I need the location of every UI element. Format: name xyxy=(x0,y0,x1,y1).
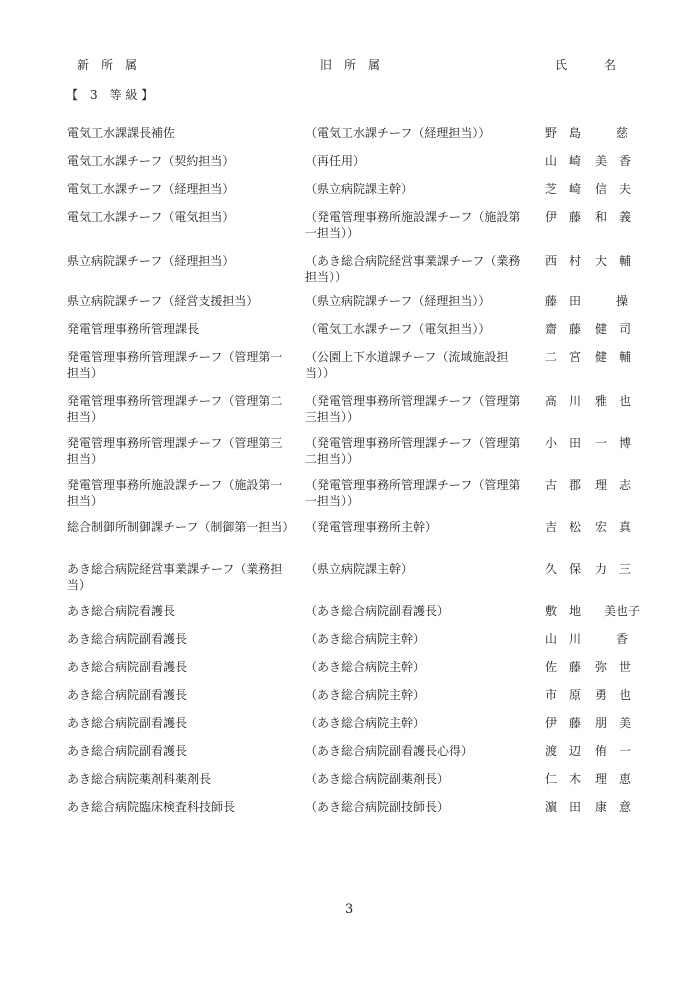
family-name: 小田 xyxy=(545,436,594,450)
family-name: 西村 xyxy=(545,254,594,268)
family-name: 野島 xyxy=(545,126,594,140)
header-name-label-1: 氏 xyxy=(555,58,568,72)
old-affiliation: （あき総合病院主幹） xyxy=(305,660,426,674)
given-name: 朋美 xyxy=(595,716,644,730)
given-name: 弥世 xyxy=(595,660,644,674)
family-name: 山崎 xyxy=(545,154,594,168)
family-name: 山川 xyxy=(545,632,594,646)
new-affiliation: あき総合病院副看護長 xyxy=(67,744,188,758)
new-affiliation: あき総合病院臨床検査科技師長 xyxy=(67,800,236,814)
family-name: 芝崎 xyxy=(545,182,594,196)
new-affiliation: あき総合病院副看護長 xyxy=(67,632,188,646)
new-affiliation: あき総合病院副看護長 xyxy=(67,660,188,674)
family-name: 吉松 xyxy=(545,520,594,534)
new-affiliation: 発電管理事務所管理課チーフ（管理第二担当） xyxy=(67,394,283,424)
given-name: 和義 xyxy=(595,210,644,224)
given-name: 美也子 xyxy=(603,604,640,618)
old-affiliation: （再任用） xyxy=(305,154,366,168)
page-number: 3 xyxy=(345,902,354,917)
new-affiliation: 電気工水課課長補佐 xyxy=(67,126,176,140)
family-name: 久保 xyxy=(545,562,594,576)
old-affiliation: （公園上下水道課チーフ（流域施設担当）） xyxy=(305,350,509,380)
header-new-affiliation: 新 所 属 xyxy=(77,58,138,72)
old-affiliation: （発電管理事務所管理課チーフ（管理第三担当）） xyxy=(305,394,521,424)
given-name: 美香 xyxy=(595,154,644,168)
old-affiliation: （発電管理事務所管理課チーフ（管理第一担当）） xyxy=(305,478,521,508)
given-name: 宏真 xyxy=(595,520,644,534)
family-name: 二宮 xyxy=(545,350,594,364)
new-affiliation: あき総合病院薬剤科薬剤長 xyxy=(67,772,212,786)
given-name: 康意 xyxy=(595,800,644,814)
new-affiliation: 発電管理事務所管理課長 xyxy=(67,322,200,336)
old-affiliation: （電気工水課チーフ（電気担当）） xyxy=(305,322,491,336)
family-name: 仁木 xyxy=(545,772,594,786)
new-affiliation: 電気工水課チーフ（契約担当） xyxy=(67,154,235,168)
given-name: 一博 xyxy=(595,436,644,450)
old-affiliation: （あき総合病院主幹） xyxy=(305,632,426,646)
old-affiliation: （あき総合病院副薬剤長） xyxy=(305,772,450,786)
old-affiliation: （発電管理事務所管理課チーフ（管理第二担当）） xyxy=(305,436,521,466)
family-name: 藤田 xyxy=(545,294,594,308)
header-name-label-2: 名 xyxy=(604,58,617,72)
old-affiliation: （県立病院課主幹） xyxy=(305,562,414,576)
old-affiliation: （あき総合病院経営事業課チーフ（業務担当）） xyxy=(305,254,521,284)
given-name: 理志 xyxy=(595,478,644,492)
new-affiliation: 総合制御所制御課チーフ（制御第一担当） xyxy=(67,520,295,534)
given-name: 雅也 xyxy=(595,394,644,408)
family-name: 伊藤 xyxy=(545,716,594,730)
new-affiliation: あき総合病院副看護長 xyxy=(67,688,188,702)
new-affiliation: 発電管理事務所管理課チーフ（管理第一担当） xyxy=(67,350,283,380)
new-affiliation: あき総合病院経営事業課チーフ（業務担当） xyxy=(67,562,283,592)
new-affiliation: 県立病院課チーフ（経営支援担当） xyxy=(67,294,259,308)
family-name: 佐藤 xyxy=(545,660,594,674)
family-name: 敷地 xyxy=(545,604,594,618)
family-name: 古郡 xyxy=(545,478,594,492)
new-affiliation: 電気工水課チーフ（電気担当） xyxy=(67,210,235,224)
grade-heading: 【 3 等 級 】 xyxy=(66,88,154,102)
family-name: 伊藤 xyxy=(545,210,594,224)
given-name: 侑一 xyxy=(595,744,644,758)
old-affiliation: （発電管理事務所施設課チーフ（施設第一担当）） xyxy=(305,210,521,240)
new-affiliation: 電気工水課チーフ（経理担当） xyxy=(67,182,235,196)
old-affiliation: （電気工水課チーフ（経理担当）） xyxy=(305,126,491,140)
old-affiliation: （県立病院課チーフ（経理担当）） xyxy=(305,294,491,308)
old-affiliation: （県立病院課主幹） xyxy=(305,182,414,196)
family-name: 齋藤 xyxy=(545,322,594,336)
new-affiliation: あき総合病院看護長 xyxy=(67,604,176,618)
given-name: 香 xyxy=(615,632,640,646)
given-name: 力三 xyxy=(595,562,644,576)
old-affiliation: （あき総合病院副技師長） xyxy=(305,800,450,814)
given-name: 操 xyxy=(615,294,640,308)
old-affiliation: （あき総合病院副看護長心得） xyxy=(305,744,474,758)
new-affiliation: あき総合病院副看護長 xyxy=(67,716,188,730)
given-name: 理恵 xyxy=(595,772,644,786)
given-name: 信夫 xyxy=(595,182,644,196)
new-affiliation: 発電管理事務所施設課チーフ（施設第一担当） xyxy=(67,478,283,508)
new-affiliation: 発電管理事務所管理課チーフ（管理第三担当） xyxy=(67,436,283,466)
given-name: 勇也 xyxy=(595,688,644,702)
family-name: 渡辺 xyxy=(545,744,594,758)
old-affiliation: （あき総合病院主幹） xyxy=(305,688,426,702)
given-name: 健司 xyxy=(595,322,644,336)
given-name: 健輔 xyxy=(595,350,644,364)
given-name: 慈 xyxy=(615,126,640,140)
old-affiliation: （発電管理事務所主幹） xyxy=(305,520,438,534)
old-affiliation: （あき総合病院主幹） xyxy=(305,716,426,730)
family-name: 市原 xyxy=(545,688,594,702)
header-old-affiliation: 旧 所 属 xyxy=(320,58,381,72)
old-affiliation: （あき総合病院副看護長） xyxy=(305,604,450,618)
family-name: 髙川 xyxy=(545,394,594,408)
given-name: 大輔 xyxy=(595,254,644,268)
new-affiliation: 県立病院課チーフ（経理担当） xyxy=(67,254,235,268)
family-name: 濵田 xyxy=(545,800,594,814)
